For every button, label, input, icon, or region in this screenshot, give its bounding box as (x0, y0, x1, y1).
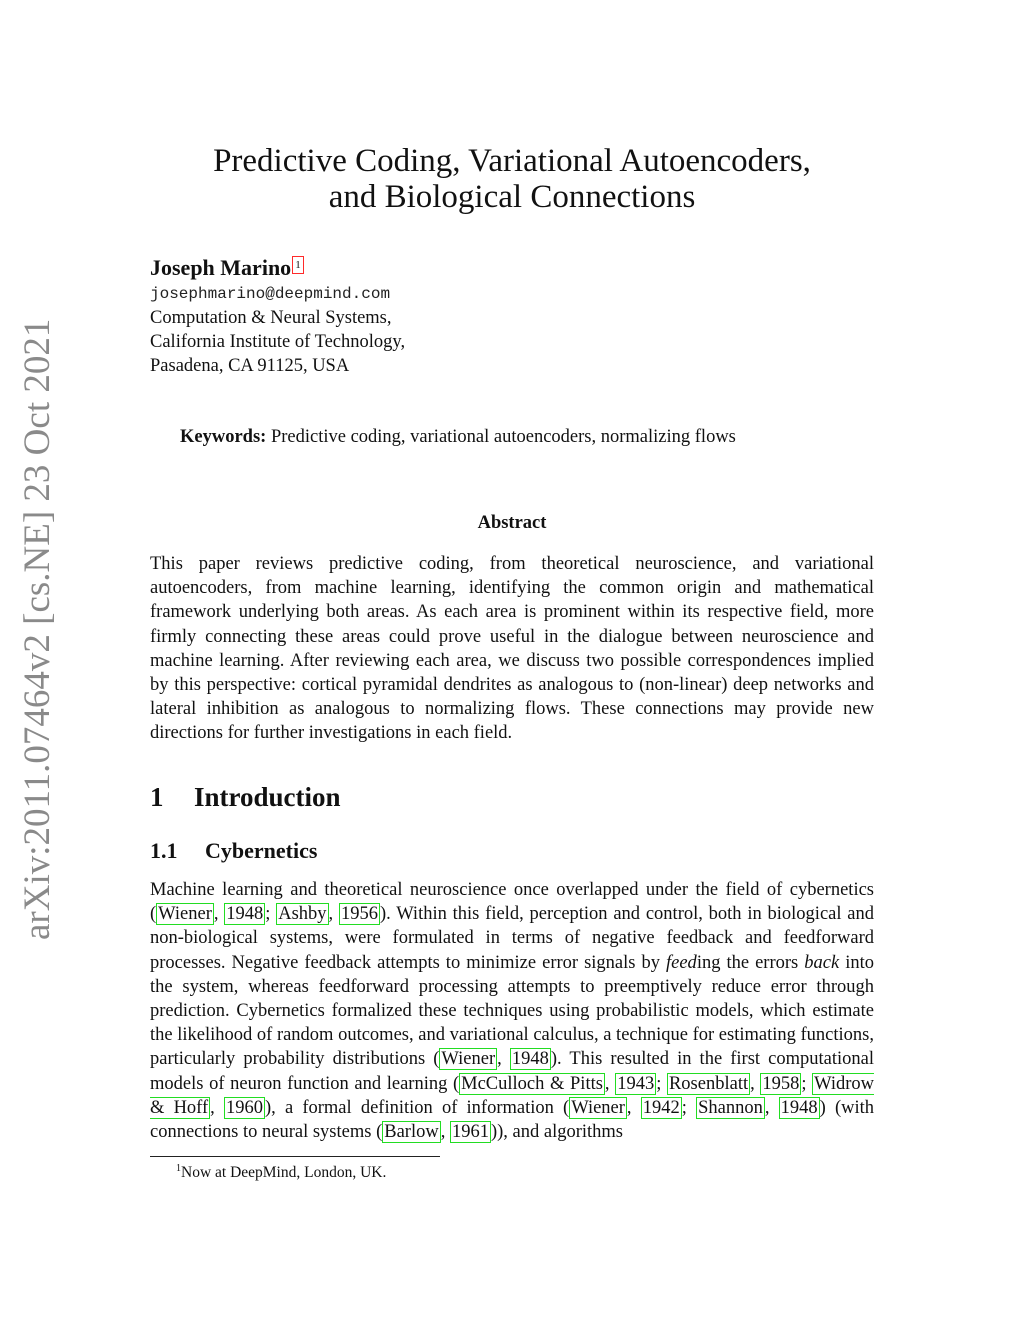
citation-separator: , (213, 904, 225, 925)
affiliation-line-1: Computation & Neural Systems, (150, 308, 392, 328)
citation-link[interactable]: 1960 (225, 1097, 263, 1118)
citation-link[interactable]: 1942 (642, 1097, 680, 1118)
footnote-link[interactable]: 1 (292, 256, 304, 274)
keywords-text: Predictive coding, variational autoencoders, normalizing flows (266, 427, 736, 447)
citation-link[interactable]: 1948 (226, 904, 264, 925)
citation-link[interactable]: Wiener (571, 1097, 625, 1118)
section-title: Introduction (194, 782, 341, 812)
citation-link[interactable]: 1961 (451, 1122, 489, 1143)
intro-text: into the system, whereas feedforward processing attempts to preemptively reduce error through prediction. Cybernetics formalized these techniques using probabilistic models, which estimate the likelihood of random outcomes, and variational calculus, a technique for estimating functions, particularly probability distributions ( (150, 952, 875, 1070)
intro-text: ), a formal definition of information ( (264, 1097, 570, 1118)
subsection-title: Cybernetics (205, 838, 318, 863)
citation-link[interactable]: 1958 (762, 1073, 800, 1094)
author-block (150, 254, 550, 378)
intro-text: )), and algorithms (490, 1122, 623, 1143)
citation-separator: , (440, 1122, 450, 1143)
citation-separator: , (210, 1097, 224, 1118)
citation-link[interactable]: 1948 (511, 1049, 549, 1070)
footnote-text: Now at DeepMind, London, UK. (181, 1164, 387, 1182)
affiliation-line-3: Pasadena, CA 91125, USA (150, 356, 350, 376)
citation-link[interactable]: 1943 (617, 1073, 655, 1094)
citation-link[interactable]: Barlow (384, 1122, 439, 1143)
author-email: josephmarino@deepmind.com (150, 285, 391, 303)
citation-separator: ; (656, 1073, 667, 1094)
intro-text: ) (with connections to neural systems ( (150, 1097, 875, 1143)
abstract-heading: Abstract (477, 513, 547, 533)
citation-link[interactable]: McCulloch & Pitts (461, 1073, 603, 1094)
citation-separator: , (604, 1073, 616, 1094)
author-name-line (150, 254, 550, 282)
intro-text: ). This resulted in the first computational models of neuron function and learning ( (150, 1049, 874, 1094)
intro-paragraph (150, 878, 874, 1144)
footnote (176, 1159, 386, 1183)
citation-link[interactable]: Wiener (441, 1049, 496, 1070)
citation-link[interactable]: Shannon (698, 1097, 763, 1118)
citation-link[interactable]: Ashby (278, 904, 327, 925)
keywords-label: Keywords: (180, 427, 267, 447)
subsection-heading (150, 838, 317, 864)
citation-separator: , (750, 1073, 761, 1094)
citation-separator: , (497, 1049, 510, 1070)
citation-link[interactable]: Wiener (158, 904, 212, 925)
intro-text: ing the errors (696, 952, 805, 973)
section-number: 1 (150, 782, 164, 812)
intro-text: Machine learning and theoretical neuroscience once overlapped under the field of cybernetics ( (150, 880, 874, 925)
emphasis-feed: feed (666, 952, 697, 973)
title-line-2: and Biological Connections (328, 179, 696, 215)
citation-separator: , (626, 1097, 641, 1118)
paper-title (150, 143, 874, 215)
emphasis-back: back (804, 952, 840, 973)
footnote-mark: 1 (176, 1163, 181, 1174)
citation-link[interactable]: Widrow & Hoff (150, 1073, 875, 1118)
section-heading (150, 782, 341, 813)
citation-separator: , (764, 1097, 779, 1118)
author-name: Joseph Marino (150, 255, 292, 280)
subsection-number: 1.1 (150, 838, 178, 863)
citation-link[interactable]: Rosenblatt (668, 1073, 749, 1094)
affiliation-line-2: California Institute of Technology, (150, 332, 406, 352)
footnote-divider (150, 1156, 440, 1157)
abstract-text: This paper reviews predictive coding, from theoretical neuroscience, and variational autoencoders, from machine learning, identifying the common origin and mathematical framework underlying both areas. As each area is prominent within its respective field, more firmly connecting these areas could prove useful in the dialogue between neuroscience and machine learning. After reviewing each area, we discuss two possible correspondences implied by this perspective: cortical pyramidal dendrites as analogous to (non-linear) deep networks and lateral inhibition as analogous to normalizing flows. These connections may provide new directions for further investigations in each field. (150, 554, 874, 744)
intro-text: ). Within this field, perception and control, both in biological and non-biological systems, were formulated in terms of negative feedback and feedforward processes. Negative feedback attempts to minimize error signals by (150, 904, 875, 973)
citation-link[interactable]: 1948 (780, 1097, 818, 1118)
citation-link[interactable]: 1956 (340, 904, 378, 925)
arxiv-stamp: arXiv:2011.07464v2 [cs.NE] 23 Oct 2021 (17, 318, 58, 940)
citation-separator: ; (681, 1097, 697, 1118)
citation-separator: ; (265, 904, 277, 925)
keywords (180, 425, 736, 449)
citation-separator: , (328, 904, 339, 925)
citation-separator: ; (801, 1073, 813, 1094)
title-line-1: Predictive Coding, Variational Autoencoders, (213, 143, 811, 179)
